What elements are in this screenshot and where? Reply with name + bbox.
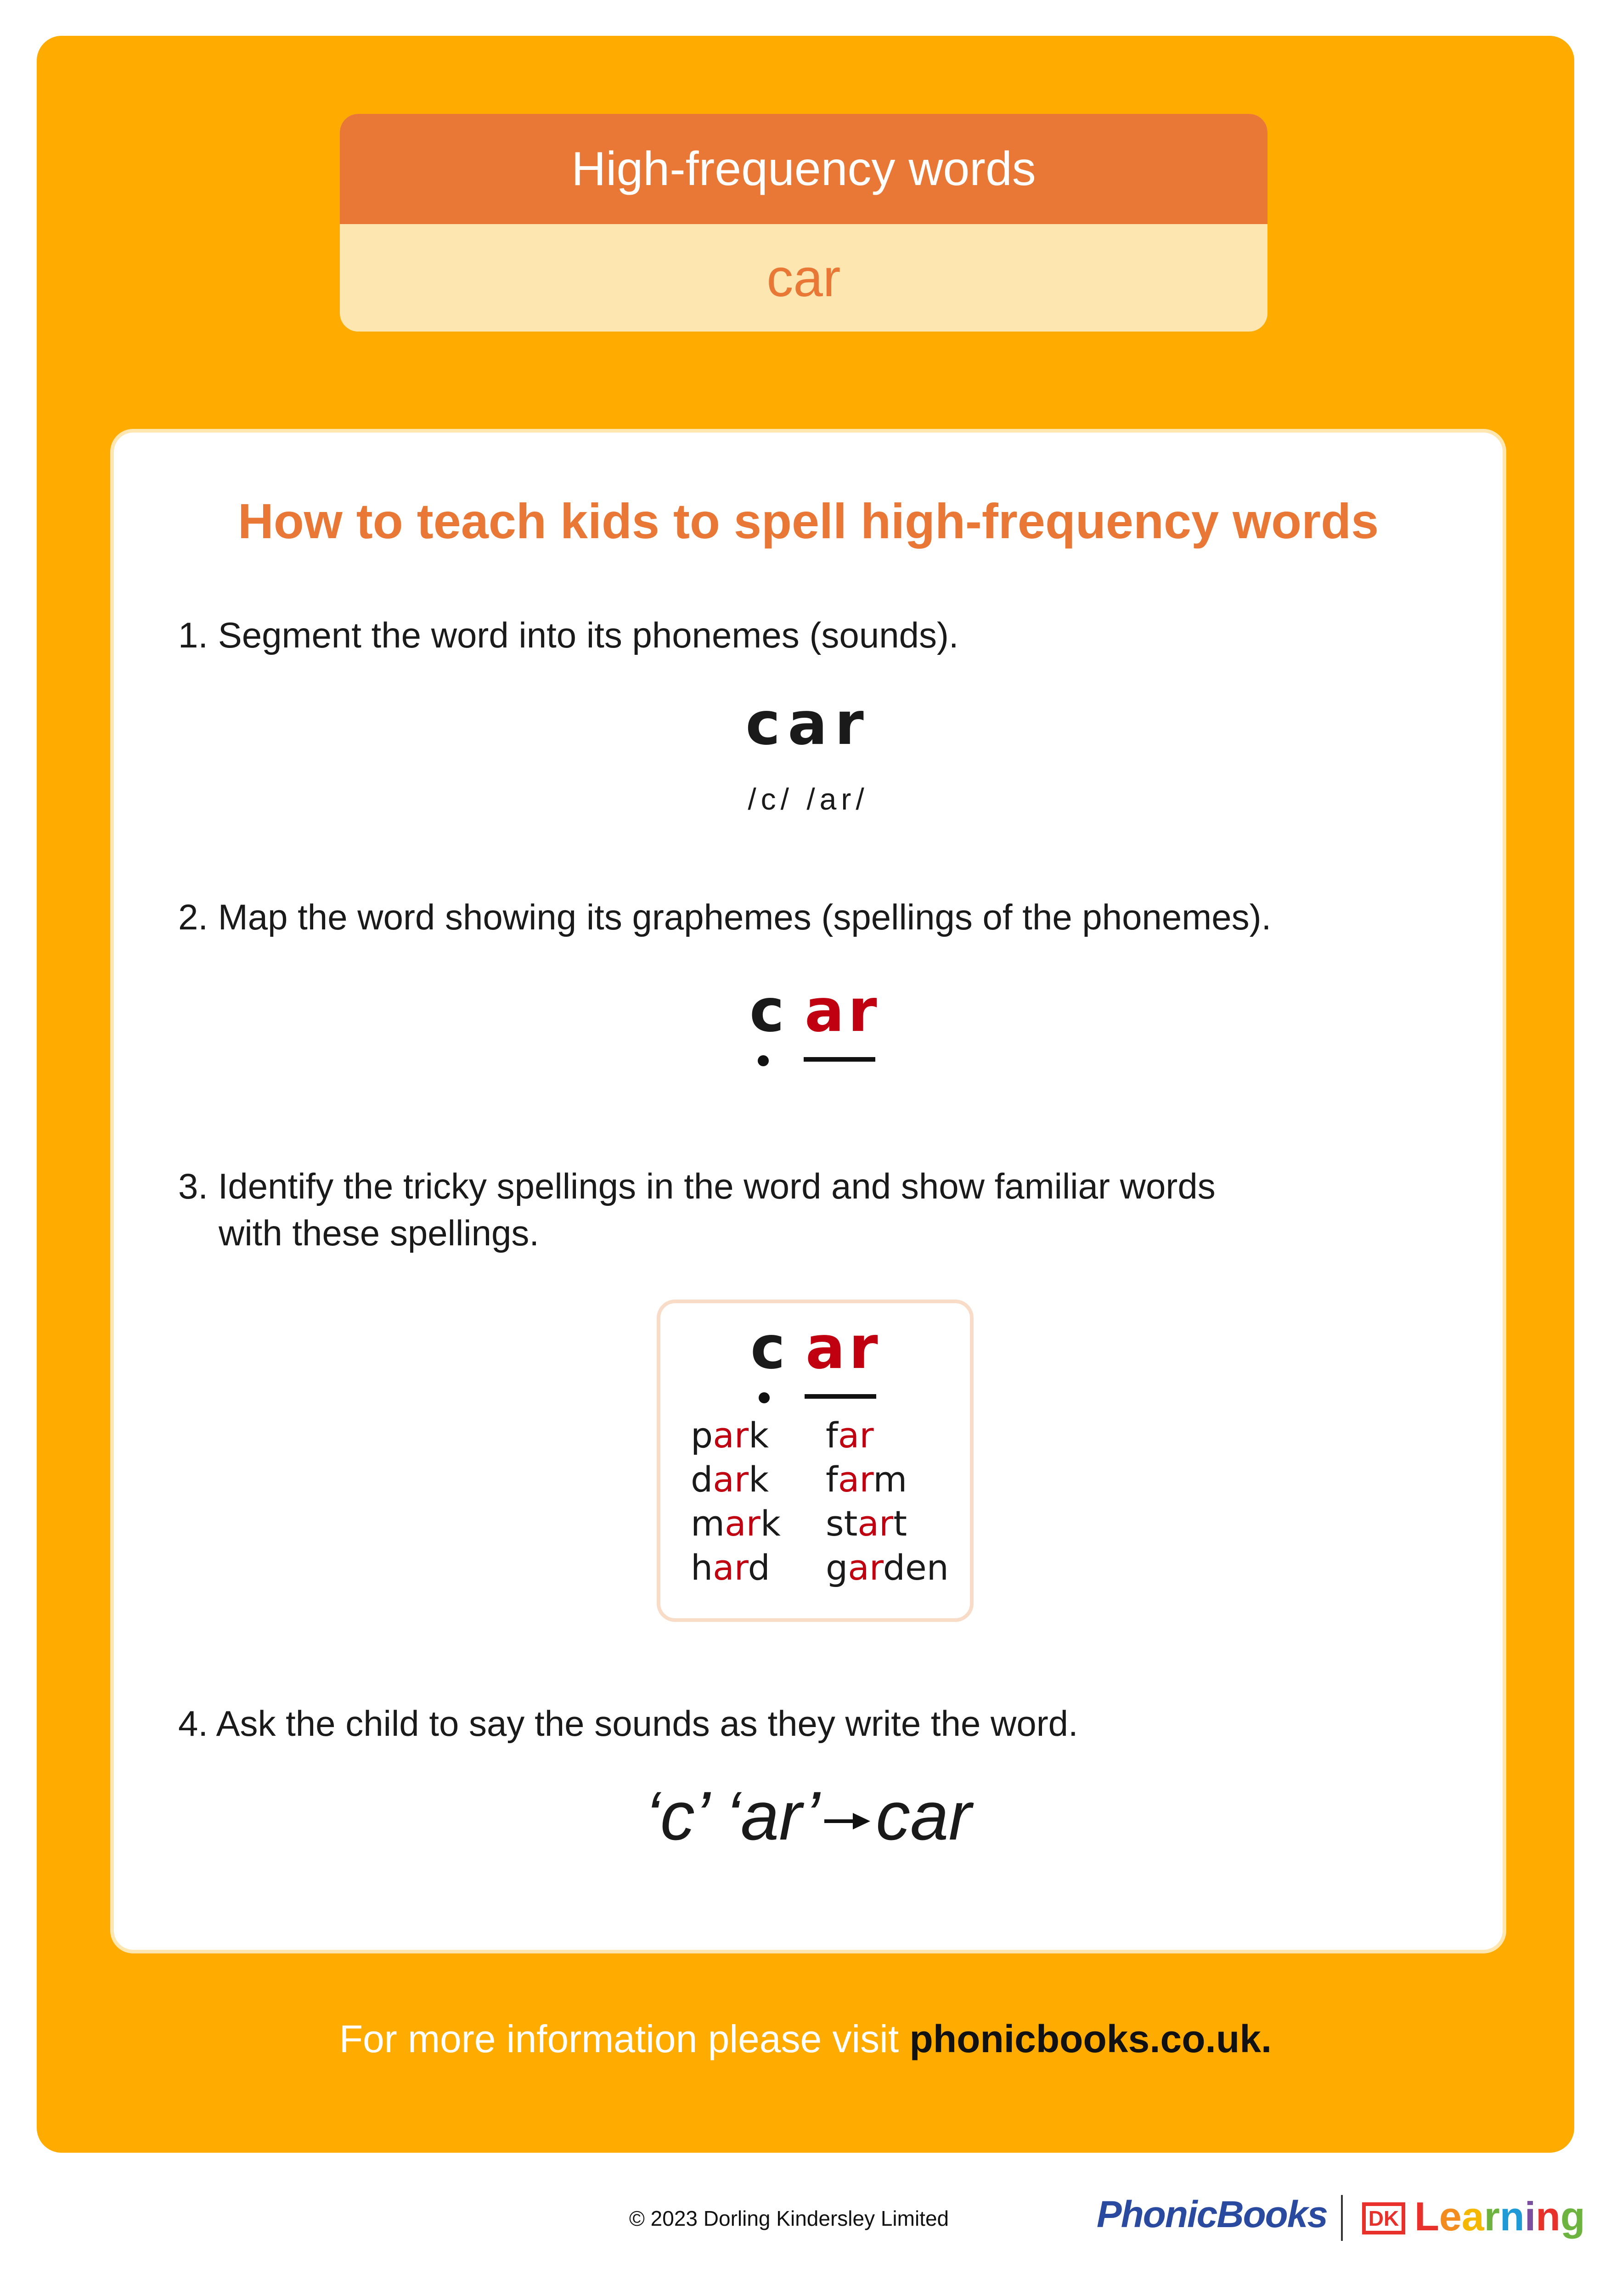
step-1-number: 1. (178, 615, 208, 655)
footer-info (0, 2017, 1611, 2061)
step-2-grapheme-c: c (749, 977, 784, 1045)
learning-logo-letter: n (1536, 2194, 1560, 2239)
step-2-sound-dot (758, 1055, 769, 1066)
learning-logo-letter: n (1499, 2194, 1525, 2239)
step-3-number: 3. (178, 1166, 208, 1206)
phonic-books-logo: PhonicBooks (1097, 2194, 1327, 2235)
learning-logo-text (1414, 2194, 1585, 2239)
example-word: mark (691, 1503, 781, 1544)
step-4 (178, 1700, 1078, 1747)
step-3 (178, 1163, 1216, 1256)
learning-logo-letter: g (1560, 2194, 1585, 2239)
example-word: farm (826, 1459, 907, 1500)
arrow-right-icon (822, 1807, 873, 1835)
step-3-sound-dot (759, 1392, 770, 1403)
example-word: start (826, 1503, 907, 1544)
step-2-grapheme-map (749, 977, 896, 1069)
step-4-sounds-to-word (114, 1776, 1503, 1856)
examples-right-column (826, 1413, 949, 1590)
footer-link[interactable]: phonicbooks.co.uk. (909, 2017, 1272, 2060)
step-4-result: car (876, 1777, 972, 1854)
step-3-grapheme-c: c (750, 1314, 785, 1382)
example-word: hard (691, 1547, 770, 1588)
step-2-number: 2. (178, 897, 208, 937)
example-word: far (826, 1415, 874, 1456)
title-word: car (766, 248, 841, 308)
step-2 (178, 894, 1271, 940)
example-word: garden (826, 1547, 949, 1588)
step-3-grapheme-ar: ar (806, 1314, 882, 1382)
step-3-text-line2: with these spellings. (219, 1213, 540, 1253)
tricky-spellings-box (657, 1300, 974, 1622)
learning-logo-letter: L (1414, 2194, 1439, 2239)
step-1-phonemes: /c/ /ar/ (748, 782, 869, 816)
instruction-card (110, 429, 1506, 1953)
learning-logo-letter: a (1461, 2194, 1484, 2239)
step-1 (178, 612, 959, 658)
example-word: park (691, 1415, 769, 1456)
step-2-sound-bar (804, 1057, 875, 1062)
step-2-text: Map the word showing its graphemes (spellings of the phonemes). (218, 897, 1272, 937)
step-2-grapheme-ar: ar (805, 977, 881, 1045)
step-1-text: Segment the word into its phonemes (sounds). (218, 615, 959, 655)
step-4-sounds: ‘c’ ‘ar’ (645, 1777, 820, 1854)
learning-logo (1414, 2193, 1585, 2240)
title-card (340, 114, 1267, 332)
card-heading: How to teach kids to spell high-frequency words (237, 493, 1379, 549)
learning-logo-letter: i (1524, 2194, 1536, 2239)
examples-left-column (691, 1413, 781, 1590)
footer-text: For more information please visit (339, 2017, 899, 2060)
copyright: © 2023 Dorling Kindersley Limited (629, 2206, 949, 2230)
step-3-text-line1: Identify the tricky spellings in the word and show familiar words (218, 1166, 1216, 1206)
example-word: dark (691, 1459, 769, 1500)
learning-logo-letter: r (1484, 2194, 1500, 2239)
learning-logo-letter: e (1439, 2194, 1462, 2239)
step-4-text: Ask the child to say the sounds as they write the word. (216, 1703, 1078, 1744)
step-4-number: 4. (178, 1703, 208, 1744)
step-1-word: car (745, 690, 871, 758)
dk-logo: DK (1362, 2202, 1405, 2234)
step-3-grapheme-map (750, 1314, 897, 1411)
step-3-sound-bar (805, 1394, 876, 1399)
title-header: High-frequency words (340, 114, 1267, 224)
logo-divider (1341, 2195, 1343, 2241)
